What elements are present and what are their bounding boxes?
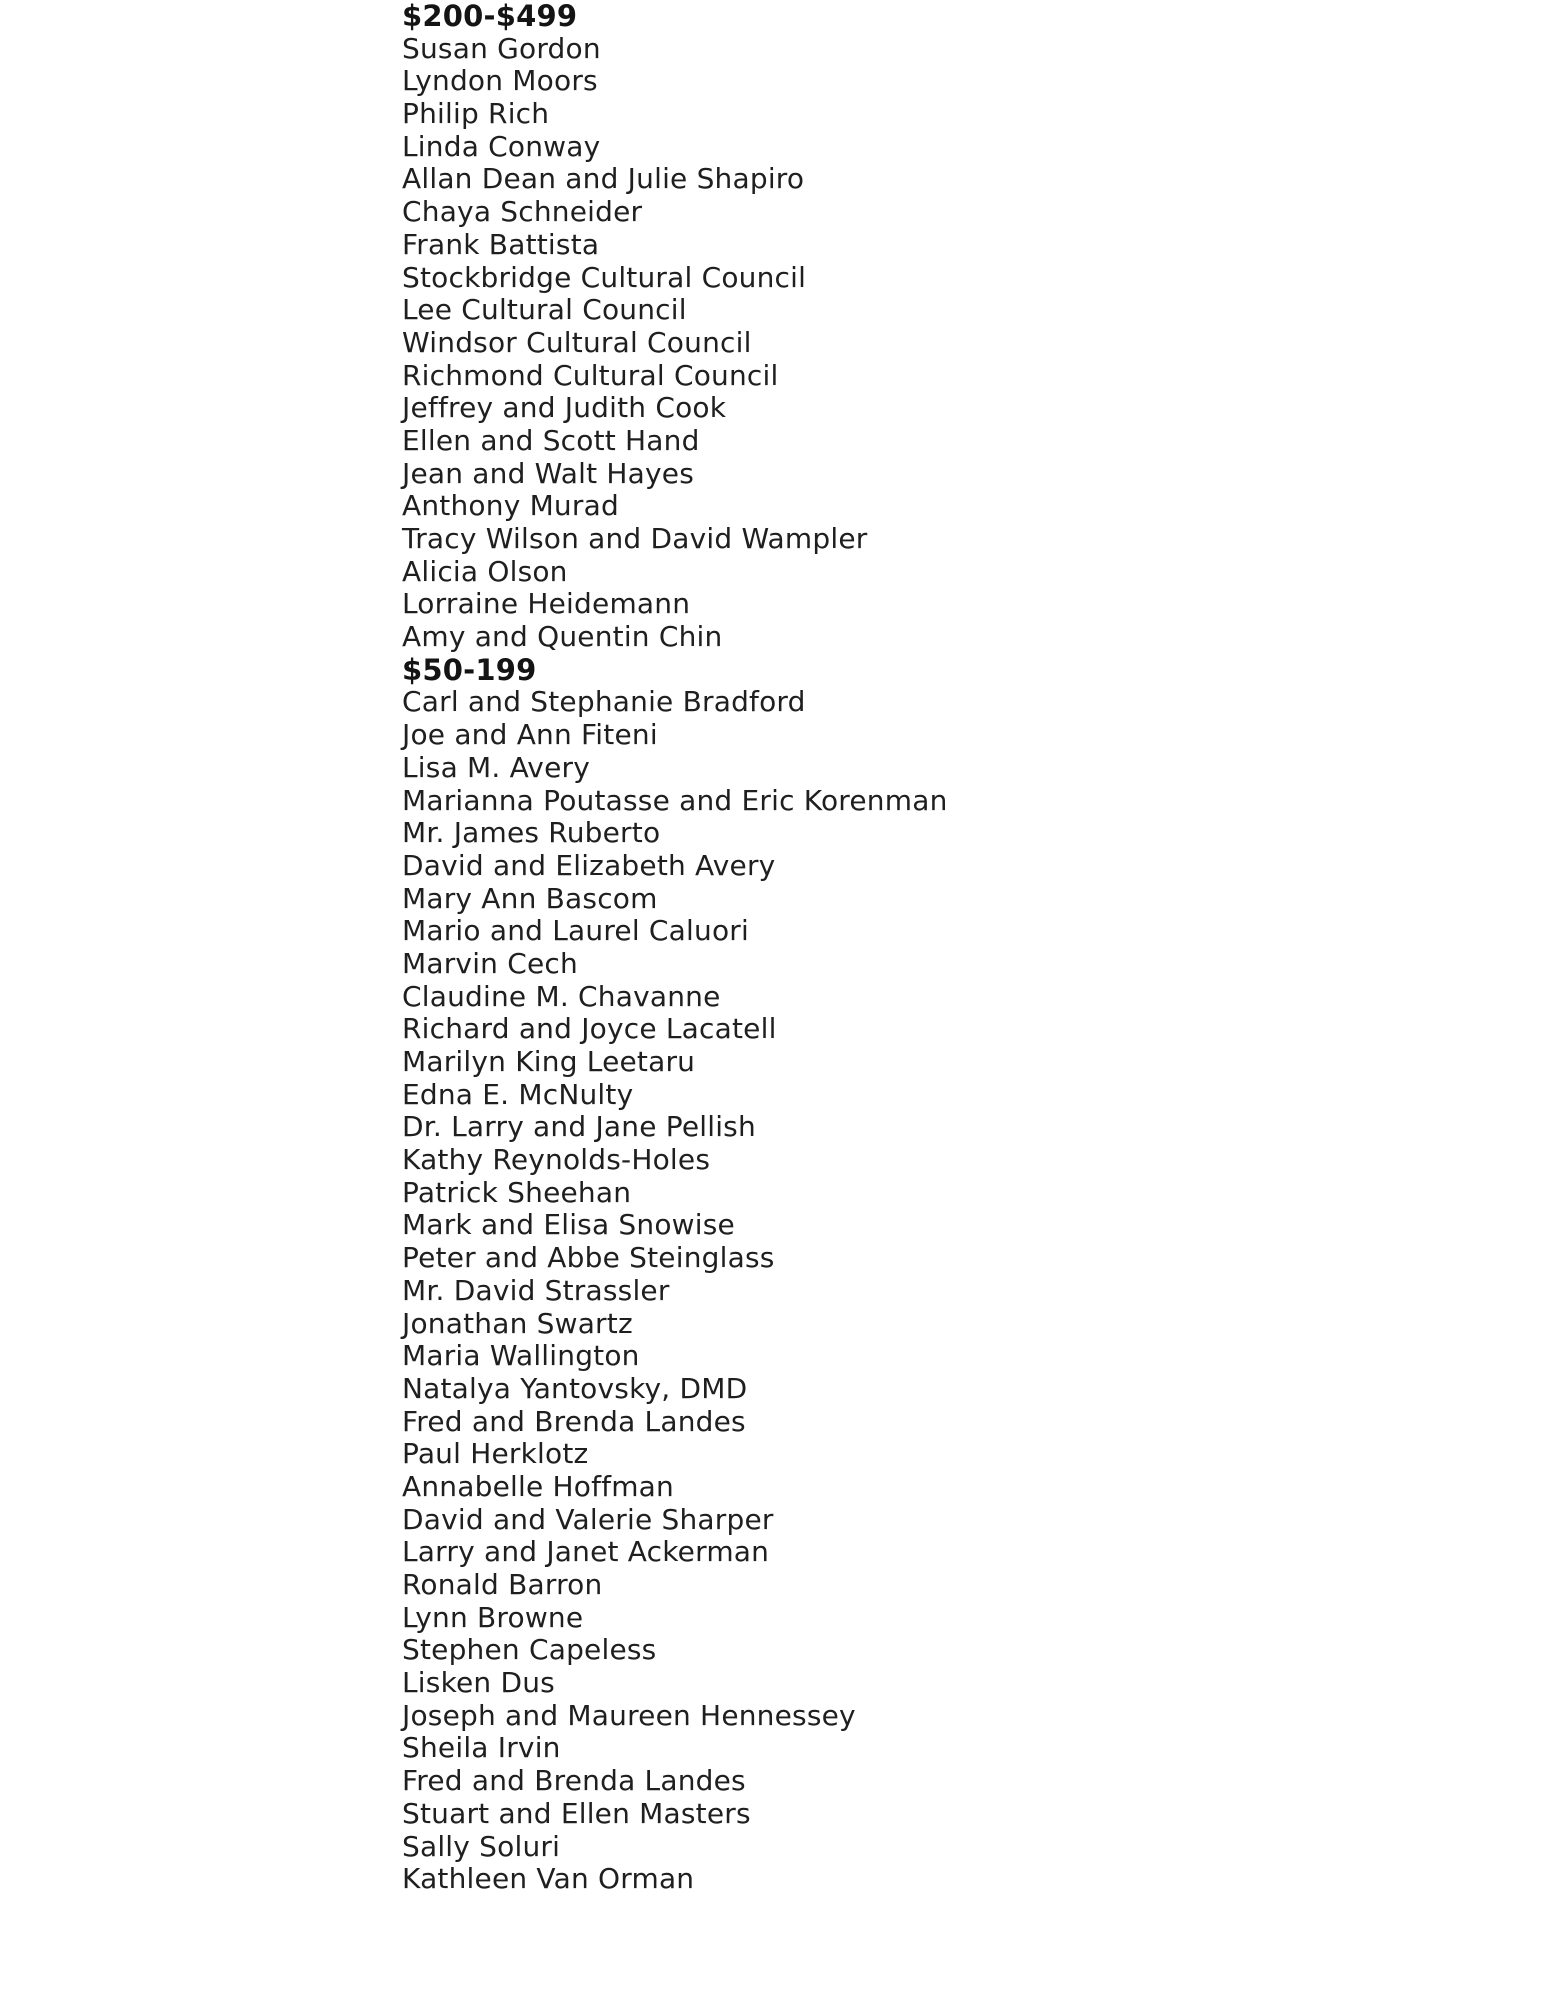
donor-name: Lisa M. Avery: [402, 750, 590, 784]
donor-name: Mr. James Ruberto: [402, 816, 661, 850]
donor-name: Ellen and Scott Hand: [402, 423, 700, 457]
donor-name: Susan Gordon: [402, 31, 601, 65]
donor-name: Joe and Ann Fiteni: [402, 718, 658, 752]
donor-name: Fred and Brenda Landes: [402, 1404, 746, 1438]
donor-name: Joseph and Maureen Hennessey: [402, 1698, 856, 1732]
donor-name: Sally Soluri: [402, 1829, 561, 1863]
donor-name: Amy and Quentin Chin: [402, 620, 723, 654]
donor-name: Natalya Yantovsky, DMD: [402, 1371, 748, 1405]
donor-name: Jean and Walt Hayes: [402, 456, 694, 490]
donor-name: Patrick Sheehan: [402, 1175, 632, 1209]
donor-name: Kathleen Van Orman: [402, 1862, 695, 1896]
donor-name: Kathy Reynolds-Holes: [402, 1143, 711, 1177]
donor-name: Mark and Elisa Snowise: [402, 1208, 735, 1242]
donor-name: Windsor Cultural Council: [402, 325, 752, 359]
donor-name: Mario and Laurel Caluori: [402, 914, 749, 948]
donor-name: Lisken Dus: [402, 1666, 555, 1700]
donor-name: Peter and Abbe Steinglass: [402, 1241, 775, 1275]
donor-name: Marilyn King Leetaru: [402, 1045, 696, 1079]
donor-list-page: [402, 0, 1502, 1896]
donor-name: Frank Battista: [402, 227, 600, 261]
donor-name: Alicia Olson: [402, 554, 568, 588]
donor-name: Lorraine Heidemann: [402, 587, 691, 621]
donor-name: Chaya Schneider: [402, 195, 643, 229]
donor-name: Richmond Cultural Council: [402, 358, 779, 392]
donor-name: Maria Wallington: [402, 1339, 640, 1373]
donor-name: Stephen Capeless: [402, 1633, 657, 1667]
donor-name: Annabelle Hoffman: [402, 1469, 674, 1503]
donor-name: Larry and Janet Ackerman: [402, 1535, 770, 1569]
tier-heading: $50-199: [402, 652, 537, 687]
donor-name: Tracy Wilson and David Wampler: [402, 522, 868, 556]
donor-name: Sheila Irvin: [402, 1731, 561, 1765]
donor-name: Jonathan Swartz: [402, 1306, 633, 1340]
donor-name: David and Valerie Sharper: [402, 1502, 774, 1536]
donor-name: Edna E. McNulty: [402, 1077, 634, 1111]
donor-name: Dr. Larry and Jane Pellish: [402, 1110, 756, 1144]
donor-name: Marianna Poutasse and Eric Korenman: [402, 783, 948, 817]
donor-name: Anthony Murad: [402, 489, 619, 523]
donor-name: Jeffrey and Judith Cook: [402, 391, 727, 425]
tier-heading: $200-$499: [402, 0, 578, 33]
donor-name: Allan Dean and Julie Shapiro: [402, 162, 805, 196]
donor-name: Mr. David Strassler: [402, 1273, 670, 1307]
donor-name: Claudine M. Chavanne: [402, 979, 721, 1013]
donor-name: Philip Rich: [402, 97, 550, 131]
donor-name: David and Elizabeth Avery: [402, 848, 776, 882]
donor-name: Lynn Browne: [402, 1600, 584, 1634]
donor-name: Fred and Brenda Landes: [402, 1764, 746, 1798]
donor-name: Stuart and Ellen Masters: [402, 1796, 751, 1830]
donor-name: Linda Conway: [402, 129, 601, 163]
tier-section-50-199: [402, 654, 1502, 1896]
tier-section-200-499: [402, 0, 1502, 654]
donor-name: Ronald Barron: [402, 1568, 603, 1602]
donor-name: Stockbridge Cultural Council: [402, 260, 807, 294]
donor-name: Richard and Joyce Lacatell: [402, 1012, 777, 1046]
donor-name: Carl and Stephanie Bradford: [402, 685, 806, 719]
donor-list: [402, 686, 1502, 1895]
donor-name: Mary Ann Bascom: [402, 881, 658, 915]
donor-name: Lyndon Moors: [402, 64, 598, 98]
donor-list: [402, 33, 1502, 654]
donor-name: Lee Cultural Council: [402, 293, 687, 327]
donor-name: Paul Herklotz: [402, 1437, 589, 1471]
donor-name: Marvin Cech: [402, 946, 578, 980]
